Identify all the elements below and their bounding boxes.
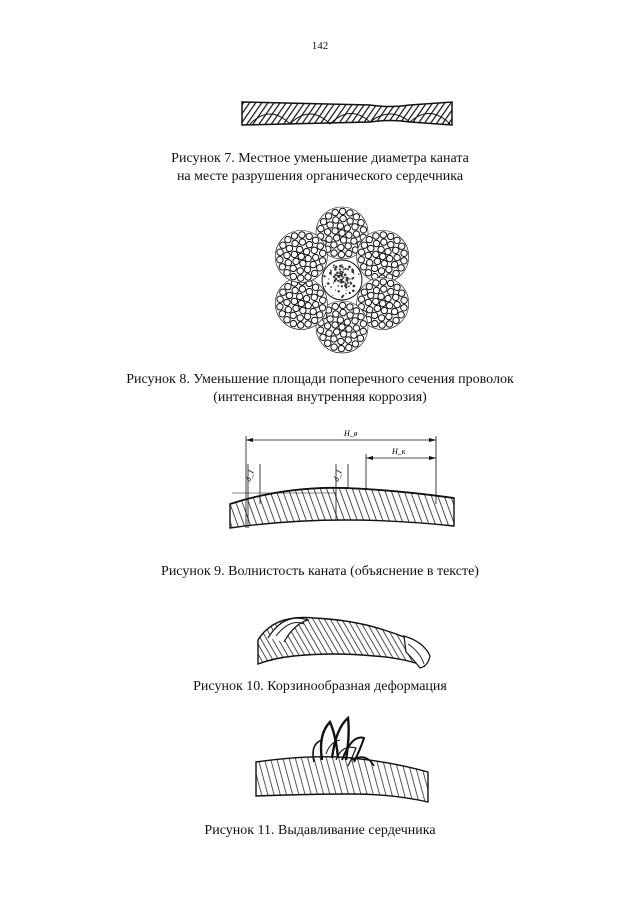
caption-line: Рисунок 9. Волнистость каната (объяснение в тексте): [161, 564, 479, 579]
dim-label-d1: d_1: [243, 468, 256, 483]
figure-7-rope-image: [240, 98, 454, 130]
page-number: 142: [311, 40, 329, 52]
figure-9-caption: [0, 563, 640, 581]
dim-label-d2: d_1: [331, 468, 344, 483]
figure-8-cross-section-image: [268, 206, 416, 354]
caption-line: Рисунок 7. Местное уменьшение диаметра каната: [171, 151, 469, 166]
caption-line: на месте разрушения органического сердечника: [176, 169, 464, 184]
caption-line: Рисунок 11. Выдавливание сердечника: [204, 823, 436, 838]
dim-label-hb: H_в: [344, 429, 358, 438]
caption-line: Рисунок 8. Уменьшение площади поперечного сечения проволок: [126, 372, 514, 387]
caption-line: (интенсивная внутренняя коррозия): [213, 390, 427, 405]
figure-8-caption: [0, 371, 640, 407]
figure-9-waviness-image: [226, 424, 458, 534]
figure-10-caption: [0, 678, 640, 696]
figure-7-caption: [0, 150, 640, 186]
dim-label-hk: H_к: [392, 447, 406, 456]
figure-11-caption: [0, 822, 640, 840]
caption-line: Рисунок 10. Корзинообразная деформация: [193, 679, 447, 694]
figure-10-basket-image: [254, 608, 434, 672]
figure-11-core-extrusion-image: [252, 714, 432, 808]
